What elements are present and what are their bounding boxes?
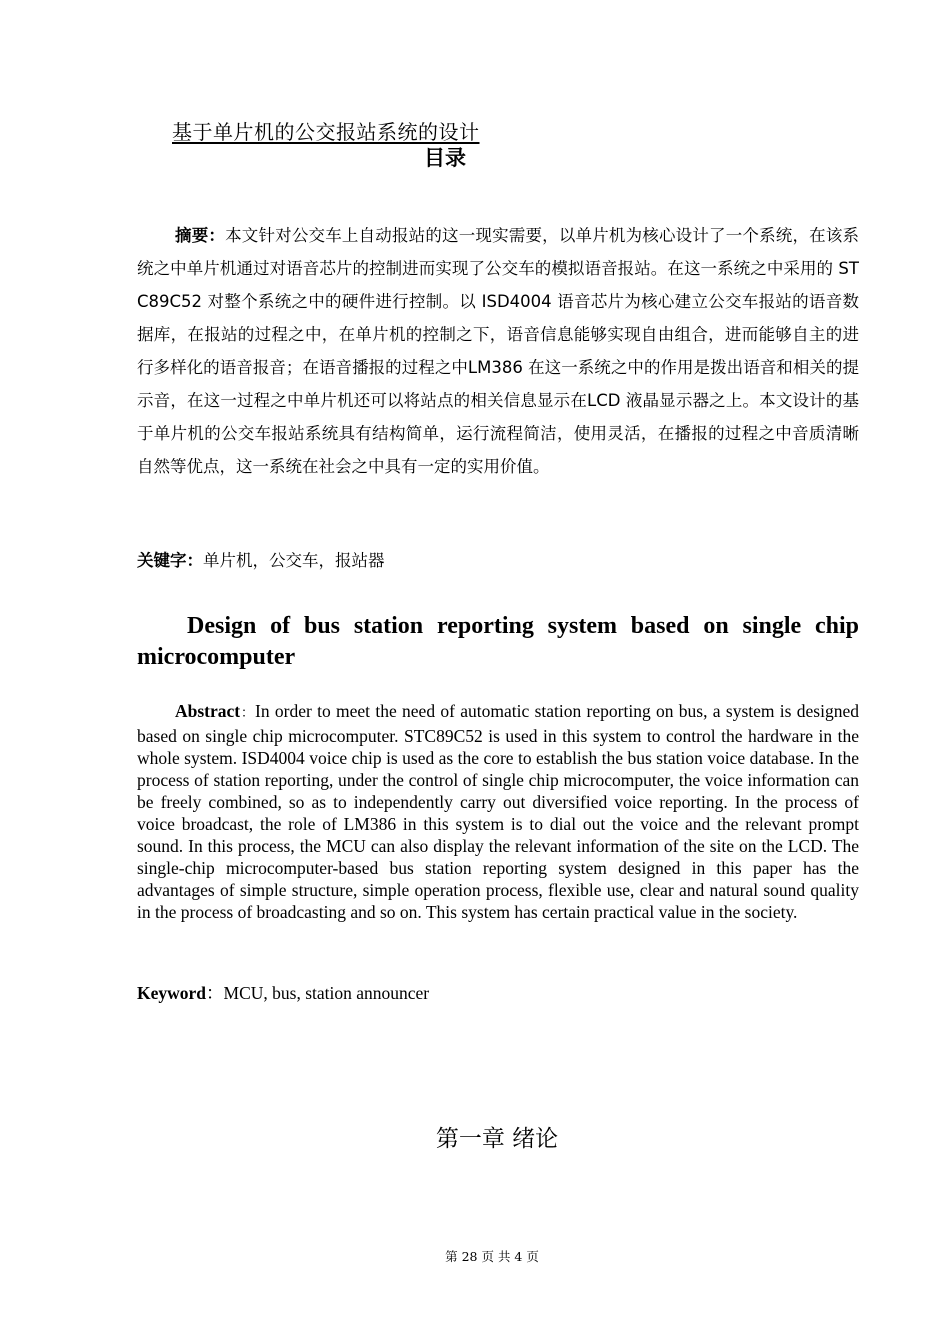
english-keywords-text: MCU, bus, station announcer [223, 983, 430, 1003]
english-title: Design of bus station reporting system based on single chip microcomputer [137, 613, 859, 670]
english-keywords [137, 981, 429, 1006]
english-abstract-label: Abstract [175, 701, 241, 721]
chinese-abstract [137, 219, 859, 483]
toc-heading: 目录 [424, 146, 466, 170]
chinese-abstract-indent [137, 226, 175, 245]
english-keywords-label: Keyword [137, 983, 207, 1003]
chinese-keywords-text: 单片机，公交车，报站器 [203, 551, 385, 570]
chinese-keywords-label: 关键字： [137, 551, 203, 570]
english-abstract-separator: ： [240, 706, 255, 721]
page-footer: 第 28 页 共 4 页 [445, 1249, 539, 1264]
document-title: 基于单片机的公交报站系统的设计 [172, 120, 480, 144]
english-abstract-text: In order to meet the need of automatic station reporting on bus, a system is designed based on single chip microcomputer. STC89C52 is used in this system to control the hardware in the whole system. ISD4004 voice chip is used as the core to establish the bus station voice database. In the process of station reporting, under the control of single chip microcomputer, the voice information can be freely combined, so as to independently carry out diversified voice reporting. In the process of voice broadcast, the role of LM386 in this system is to dial out the voice and the relevant prompt sound. In this process, the MCU can also display the relevant information of the site on the LCD. The single-chip microcomputer-based bus station reporting system designed in this paper has the advantages of simple structure, simple operation process, flexible use, clear and natural sound quality in the process of broadcasting and so on. This system has certain practical value in the society. [137, 701, 859, 922]
chinese-keywords [137, 546, 385, 576]
chinese-abstract-text: 本文针对公交车上自动报站的这一现实需要，以单片机为核心设计了一个系统，在该系统之中单片机通过对语音芯片的控制进而实现了公交车的模拟语音报站。在这一系统之中采用的 STC89C52 对整个系统之中的硬件进行控制。以 ISD4004 语音芯片为核心建立公交车报站的语音数据库，在报站的过程之中，在单片机的控制之下，语音信息能够实现自由组合，进而能够自主的进行多样化的语音报音；在语音播报的过程之中LM386 在这一系统之中的作用是拨出语音和相关的提示音，在这一过程之中单片机还可以将站点的相关信息显示在LCD 液晶显示器之上。本文设计的基于单片机的公交车报站系统具有结构简单，运行流程简洁，使用灵活，在播报的过程之中音质清晰自然等优点，这一系统在社会之中具有一定的实用价值。 [137, 226, 859, 476]
english-abstract [137, 700, 859, 923]
chapter-heading: 第一章 绪论 [435, 1126, 559, 1152]
english-keywords-separator: ： [206, 984, 224, 1004]
chinese-abstract-label: 摘要： [175, 226, 226, 245]
